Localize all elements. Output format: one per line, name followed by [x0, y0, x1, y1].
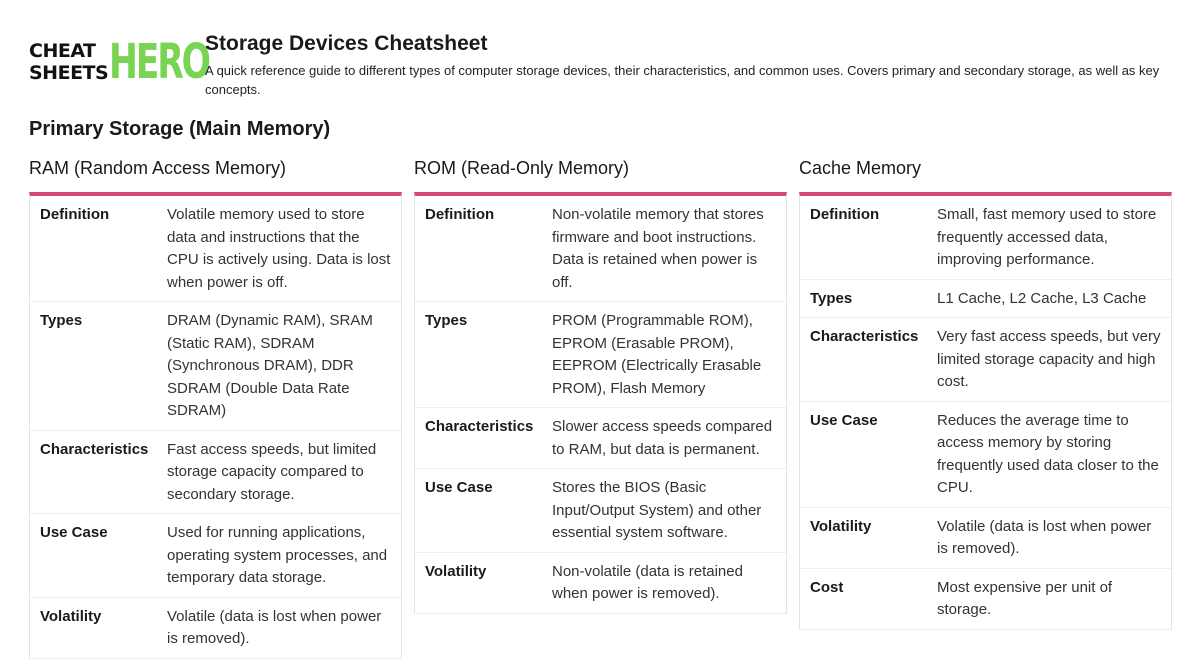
- table-row: [800, 280, 1171, 319]
- row-label: Types: [40, 312, 83, 329]
- table-row: [30, 514, 401, 598]
- row-value: Reduces the average time to access memory by storing frequently used data closer to the CPU.: [937, 411, 1159, 496]
- row-value: DRAM (Dynamic RAM), SRAM (Static RAM), SDRAM (Synchronous DRAM), DDR SDRAM (Double Data Rate SDRAM): [167, 312, 373, 419]
- table-row: [800, 318, 1171, 402]
- table-row: [800, 402, 1171, 508]
- table-row: [415, 553, 786, 614]
- row-value: Most expensive per unit of storage.: [937, 578, 1113, 618]
- info-table: [29, 192, 402, 659]
- row-label: Use Case: [40, 524, 108, 541]
- row-label: Use Case: [425, 479, 493, 496]
- row-value: Fast access speeds, but limited storage capacity compared to secondary storage.: [167, 440, 377, 503]
- table-row: [415, 408, 786, 469]
- row-value: Volatile memory used to store data and instructions that the CPU is actively using. Data is lost when power is off.: [167, 206, 391, 291]
- page-header: [205, 32, 1175, 99]
- logo-hero: HERO: [109, 34, 210, 90]
- section-title: Primary Storage (Main Memory): [29, 118, 331, 140]
- row-label: Types: [810, 289, 853, 307]
- row-label: Types: [425, 312, 468, 329]
- row-label: Volatility: [40, 607, 102, 625]
- column-1: [414, 156, 787, 614]
- table-row: [30, 431, 401, 515]
- row-label: Volatility: [425, 562, 487, 580]
- row-label: Definition: [810, 206, 880, 223]
- row-value: Volatile (data is lost when power is removed).: [937, 517, 1152, 557]
- row-label: Characteristics: [40, 440, 149, 458]
- page-title: Storage Devices Cheatsheet: [205, 32, 488, 55]
- column-title: RAM (Random Access Memory): [29, 158, 287, 178]
- row-value: Used for running applications, operating system processes, and temporary data storage.: [167, 524, 388, 586]
- row-value: PROM (Programmable ROM), EPROM (Erasable PROM), EEPROM (Electrically Erasable PROM), Flash Memory: [552, 312, 762, 397]
- info-table: [414, 192, 787, 614]
- info-table: [799, 192, 1172, 630]
- table-row: [415, 196, 786, 302]
- column-0: [29, 156, 402, 659]
- column-title: ROM (Read-Only Memory): [414, 158, 630, 178]
- row-label: Volatility: [810, 517, 872, 535]
- table-row: [800, 196, 1171, 280]
- column-title: Cache Memory: [799, 158, 922, 178]
- column-2: [799, 156, 1172, 630]
- logo-cheat: CHEAT: [29, 40, 96, 62]
- table-row: [800, 569, 1171, 630]
- table-row: [415, 302, 786, 408]
- table-row: [30, 302, 401, 431]
- row-label: Definition: [425, 206, 495, 223]
- table-row: [415, 469, 786, 553]
- row-label: Cost: [810, 578, 844, 596]
- row-value: Small, fast memory used to store frequently accessed data, improving performance.: [937, 206, 1157, 268]
- row-label: Use Case: [810, 411, 878, 429]
- table-row: [30, 196, 401, 302]
- row-label: Characteristics: [425, 418, 534, 435]
- logo-sheets: SHEETS: [29, 62, 109, 84]
- table-row: [30, 598, 401, 659]
- row-value: Volatile (data is lost when power is removed).: [167, 607, 382, 647]
- row-value: Slower access speeds compared to RAM, but data is permanent.: [552, 418, 773, 458]
- row-value: Non-volatile memory that stores firmware and boot instructions. Data is retained when power is off.: [552, 206, 764, 291]
- row-value: L1 Cache, L2 Cache, L3 Cache: [937, 289, 1147, 307]
- row-value: Non-volatile (data is retained when power is removed).: [552, 562, 743, 602]
- row-value: Very fast access speeds, but very limited storage capacity and high cost.: [937, 328, 1161, 390]
- logo-wordmark-left: [29, 40, 108, 84]
- row-label: Definition: [40, 206, 110, 223]
- row-label: Characteristics: [810, 328, 919, 345]
- page-description: A quick reference guide to different types of computer storage devices, their characteristics, and common uses. Covers primary and secondary storage, as well as key concepts.: [205, 63, 1160, 97]
- row-value: Stores the BIOS (Basic Input/Output System) and other essential system software.: [552, 479, 762, 541]
- table-row: [800, 508, 1171, 569]
